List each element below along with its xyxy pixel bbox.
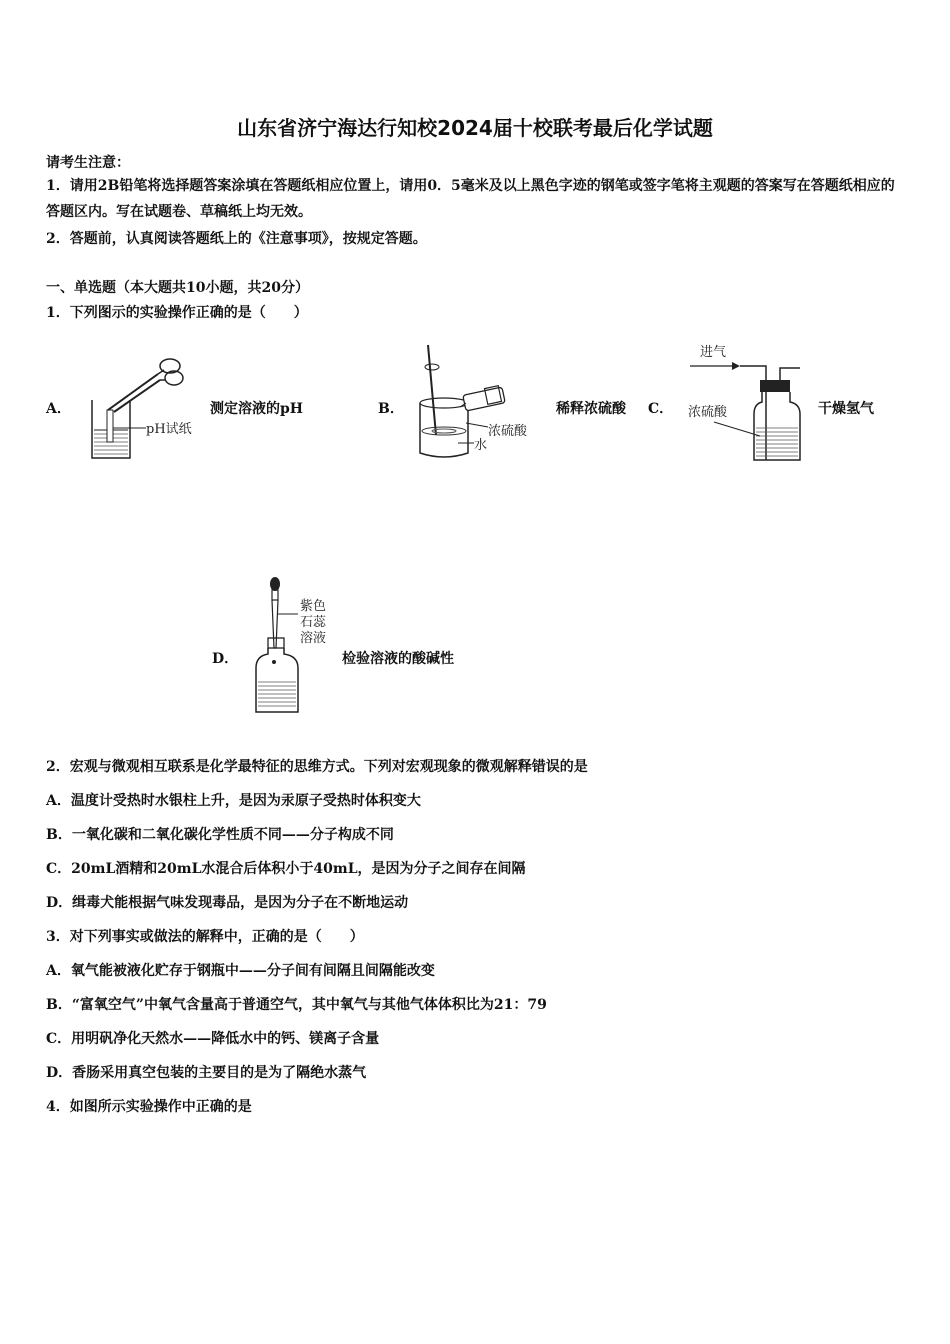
water-label: 水 [474,438,488,453]
q1-option-b-letter: B． [378,401,404,417]
ph-paper-label: pH试纸 [146,422,192,437]
q1-option-b-figure [414,343,554,463]
q1-option-d-figure [248,574,338,716]
q2-option-b: B．一氧化碳和二氧化碳化学性质不同——分子构成不同 [46,827,394,843]
gas-in-label: 进气 [700,345,727,360]
page-title: 山东省济宁海达行知校2024届十校联考最后化学试题 [237,116,713,140]
q3-stem: 3．对下列事实或做法的解释中，正确的是（ ） [46,929,364,945]
notice-item-2: 2．答题前，认真阅读答题纸上的《注意事项》，按规定答题。 [46,231,427,247]
q2-option-a: A．温度计受热时水银柱上升，是因为汞原子受热时体积变大 [46,793,421,809]
q1-option-c-letter: C． [648,401,674,417]
q2-option-d: D．缉毒犬能根据气味发现毒品，是因为分子在不断地运动 [46,895,409,911]
conc-acid-label-c: 浓硫酸 [688,405,728,420]
q1-option-b-caption: 稀释浓硫酸 [556,401,626,417]
conc-acid-label: 浓硫酸 [488,424,528,439]
q3-option-a: A．氧气能被液化贮存于钢瓶中——分子间有间隔且间隔能改变 [46,963,435,979]
litmus-label-1: 紫色 [300,599,327,614]
q2-stem: 2．宏观与微观相互联系是化学最特征的思维方式。下列对宏观现象的微观解释错误的是 [46,759,588,775]
q1-option-a-figure [88,352,213,462]
q2-option-c: C．20mL酒精和20mL水混合后体积小于40mL，是因为分子之间存在间隔 [46,861,526,877]
q1-option-a-caption: 测定溶液的pH [210,401,304,417]
q1-option-a-letter: A． [46,401,71,417]
q4-stem: 4．如图所示实验操作中正确的是 [46,1099,252,1115]
q1-option-c-caption: 干燥氢气 [818,401,874,417]
litmus-label-3: 溶液 [300,631,327,646]
notice-heading: 请考生注意： [46,155,130,171]
litmus-label-2: 石蕊 [300,615,327,630]
q1-option-c-figure [684,342,804,467]
q3-option-c: C．用明矾净化天然水——降低水中的钙、镁离子含量 [46,1031,380,1047]
q1-option-d-letter: D． [212,651,239,667]
q1-stem: 1．下列图示的实验操作正确的是（ ） [46,305,308,321]
q3-option-b: B．“富氧空气”中氧气含量高于普通空气，其中氧气与其他气体体积比为21：79 [46,997,547,1013]
q1-option-d-caption: 检验溶液的酸碱性 [342,651,454,667]
notice-item-1: 1．请用2B铅笔将选择题答案涂填在答题纸相应位置上，请用0．5毫米及以上黑色字迹的钢笔或签字笔将主观题的答案写在答题纸相应的答题区内。写在试题卷、草稿纸上均无效。 [46,178,895,220]
section-heading: 一、单选题（本大题共10小题，共20分） [46,280,309,296]
q3-option-d: D．香肠采用真空包装的主要目的是为了隔绝水蒸气 [46,1065,367,1081]
